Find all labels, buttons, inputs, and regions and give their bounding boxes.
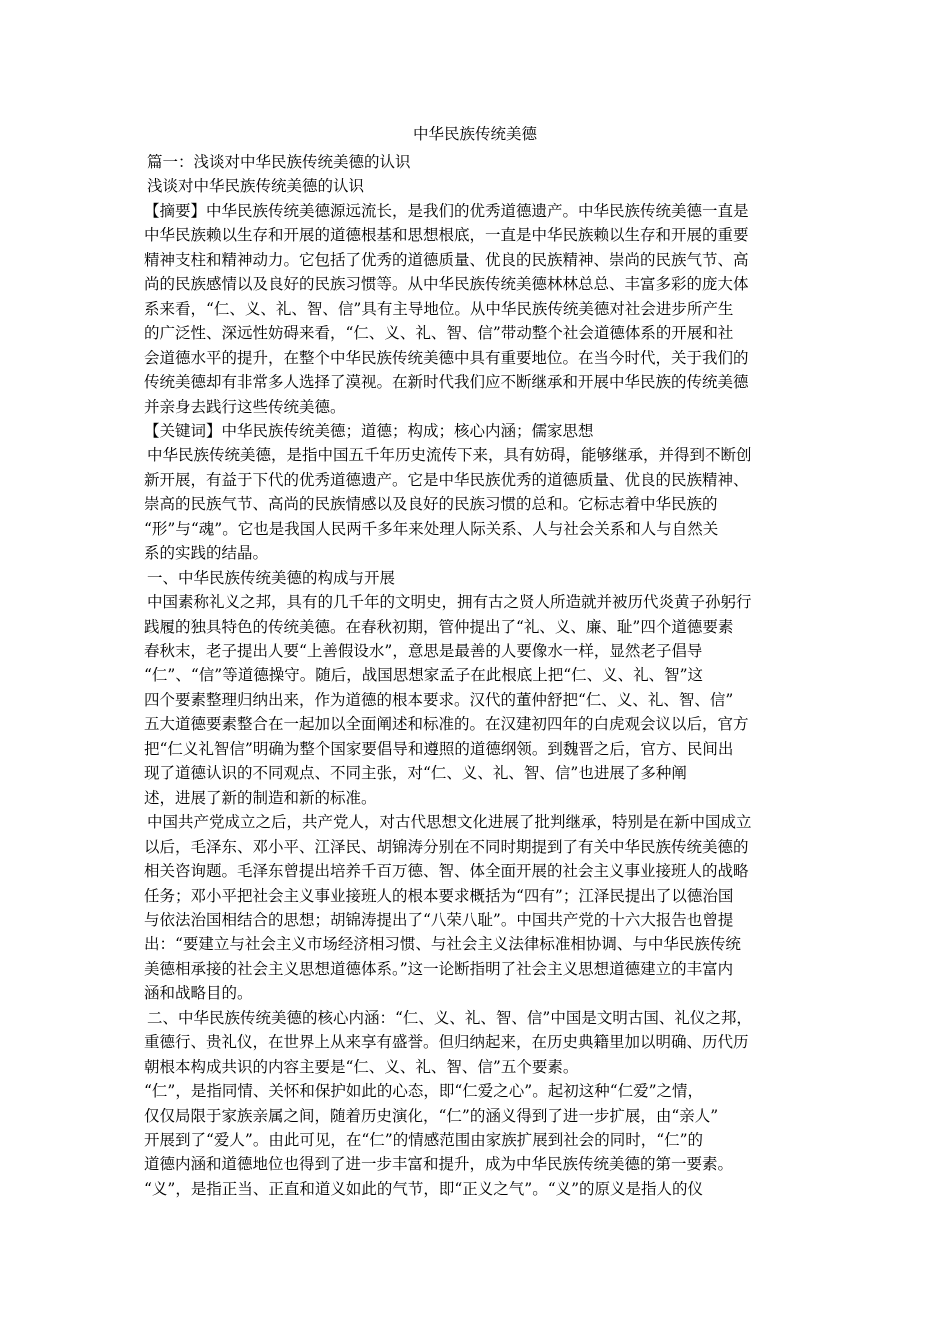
body-line: 【关键词】中华民族传统美德；道德；构成；核心内涵；儒家思想 [144,421,594,440]
body-line: 涵和战略目的。 [144,984,253,1003]
body-line: 四个要素整理归纳出来，作为道德的根本要求。汉代的董仲舒把“仁、义、礼、智、信” [144,690,734,709]
body-line: 浅谈对中华民族传统美德的认识 [147,177,365,196]
body-line: 与依法治国相结合的思想；胡锦涛提出了“八荣八耻”。中国共产党的十六大报告也曾提 [144,910,734,929]
body-line: 出：“要建立与社会主义市场经济相习惯、与社会主义法律标准相协调、与中华民族传统 [144,935,741,954]
body-line: 五大道德要素整合在一起加以全面阐述和标准的。在汉建初四年的白虎观会议以后，官方 [144,715,749,734]
body-line: 开展到了“爱人”。由此可见，在“仁”的情感范围由家族扩展到社会的同时，“仁”的 [144,1131,704,1149]
body-line: 系来看，“仁、义、礼、智、信”具有主导地位。从中华民族传统美德对社会进步所产生 [144,299,734,318]
body-line: 任务；邓小平把社会主义事业接班人的根本要求概括为“四有”；江泽民提出了以德治国 [144,886,734,905]
body-line: 春秋末，老子提出人要“上善假设水”，意思是最善的人要像水一样，显然老子倡导 [144,642,703,660]
body-line: 传统美德却有非常多人选择了漠视。在新时代我们应不断继承和开展中华民族的传统美德 [144,373,749,391]
body-line: 中华民族传统美德，是指中国五千年历史流传下来，具有妨碍，能够继承，并得到不断创 [147,446,752,465]
body-line: 的广泛性、深远性妨碍来看，“仁、义、礼、智、信”带动整个社会道德体系的开展和社 [144,324,734,343]
body-line: 中国素称礼义之邦，具有的几千年的文明史，拥有古之贤人所造就并被历代炎黄子孙躬行 [147,593,752,612]
body-line: 践履的独具特色的传统美德。在春秋初期，管仲提出了“礼、义、廉、耻”四个道德要素 [144,617,734,636]
body-line: 【摘要】中华民族传统美德源远流长，是我们的优秀道德遗产。中华民族传统美德一直是 [144,201,749,220]
document-title: 中华民族传统美德 [412,125,537,143]
body-line: 一、中华民族传统美德的构成与开展 [147,568,396,587]
body-line: 把“仁义礼智信”明确为整个国家要倡导和遵照的道德纲领。到魏晋之后，官方、民间出 [144,739,734,758]
body-line: 述，进展了新的制造和新的标准。 [144,788,377,807]
body-line: 美德相承接的社会主义思想道德体系。”这一论断指明了社会主义思想道德建立的丰富内 [144,959,734,978]
body-line: 精神支柱和精神动力。它包括了优秀的道德质量、优良的民族精神、崇尚的民族气节、高 [144,250,749,269]
body-line: 系的实践的结晶。 [144,544,269,563]
body-line: “形”与“魂”。它也是我国人民两千多年来处理人际关系、人与社会关系和人与自然关 [144,519,719,538]
body-line: 相关咨询题。毛泽东曾提出培养千百万德、智、体全面开展的社会主义事业接班人的战略 [144,862,749,880]
body-line: 现了道德认识的不同观点、不同主张，对“仁、义、礼、智、信”也进展了多种阐 [144,764,687,783]
body-line: 新开展，有益于下代的优秀道德遗产。它是中华民族优秀的道德质量、优良的民族精神、 [144,470,749,489]
body-line: 二、中华民族传统美德的核心内涵：“仁、义、礼、智、信”中国是文明古国、礼仪之邦， [147,1008,752,1027]
body-line: “仁”、“信”等道德操守。随后，战国思想家孟子在此根底上把“仁、义、礼、智”这 [144,666,704,685]
body-line: 道德内涵和道德地位也得到了进一步丰富和提升，成为中华民族传统美德的第一要素。 [144,1155,734,1174]
body-line: 篇一：浅谈对中华民族传统美德的认识 [147,153,411,171]
body-line: 会道德水平的提升，在整个中华民族传统美德中具有重要地位。在当今时代，关于我们的 [144,348,749,367]
body-line: 崇高的民族气节、高尚的民族情感以及良好的民族习惯的总和。它标志着中华民族的 [144,495,718,514]
body-line: 仅仅局限于家族亲属之间，随着历史演化，“仁”的涵义得到了进一步扩展，由“亲人” [144,1106,719,1125]
body-line: 朝根本构成共识的内容主要是“仁、义、礼、智、信”五个要素。 [144,1057,579,1076]
body-line: 中华民族赖以生存和开展的道德根基和思想根底，一直是中华民族赖以生存和开展的重要 [144,226,749,245]
body-line: 并亲身去践行这些传统美德。 [144,397,346,416]
body-line: 尚的民族感情以及良好的民族习惯等。从中华民族传统美德林林总总、丰富多彩的庞大体 [144,275,749,294]
body-line: “义”，是指正当、正直和道义如此的气节，即“正义之气”。“义”的原义是指人的仪 [144,1179,704,1198]
body-line: 重德行、贵礼仪，在世界上从来享有盛誉。但归纳起来，在历史典籍里加以明确、历代历 [144,1033,749,1052]
body-line: “仁”，是指同情、关怀和保护如此的心态，即“仁爱之心”。起初这种“仁爱”之情， [144,1082,704,1101]
body-line: 以后，毛泽东、邓小平、江泽民、胡锦涛分别在不同时期提到了有关中华民族传统美德的 [144,837,749,856]
body-line: 中国共产党成立之后，共产党人，对古代思想文化进展了批判继承，特别是在新中国成立 [147,813,752,832]
